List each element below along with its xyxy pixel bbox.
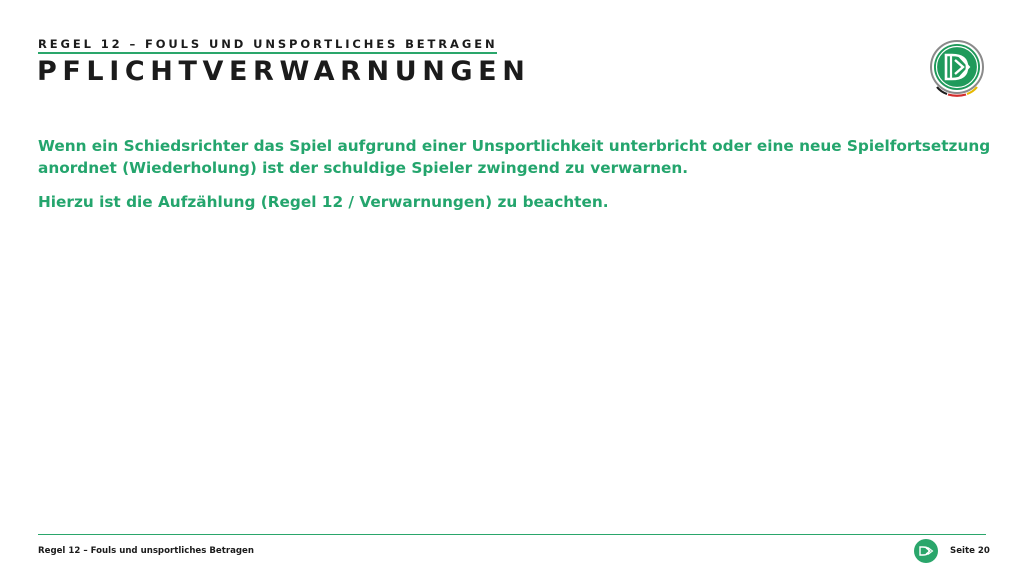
dfb-logo-icon — [929, 40, 985, 98]
section-kicker: REGEL 12 – FOULS UND UNSPORTLICHES BETRAGEN — [38, 37, 497, 54]
page-title: PFLICHTVERWARNUNGEN — [37, 56, 531, 87]
body-paragraph-1: Wenn ein Schiedsrichter das Spiel aufgrund einer Unsportlichkeit unterbricht oder eine neue Spielfortsetzung anordnet (Wiederholung) ist der schuldige Spieler zwingend zu verwarnen. — [38, 137, 991, 177]
dfb-badge-icon — [914, 539, 938, 563]
body-paragraph-2: Hierzu ist die Aufzählung (Regel 12 / Verwarnungen) zu beachten. — [38, 193, 609, 211]
page-number: Seite 20 — [950, 546, 990, 556]
body-text — [38, 135, 998, 225]
footer-divider — [38, 534, 986, 535]
footer-section-label: Regel 12 – Fouls und unsportliches Betragen — [38, 546, 254, 556]
